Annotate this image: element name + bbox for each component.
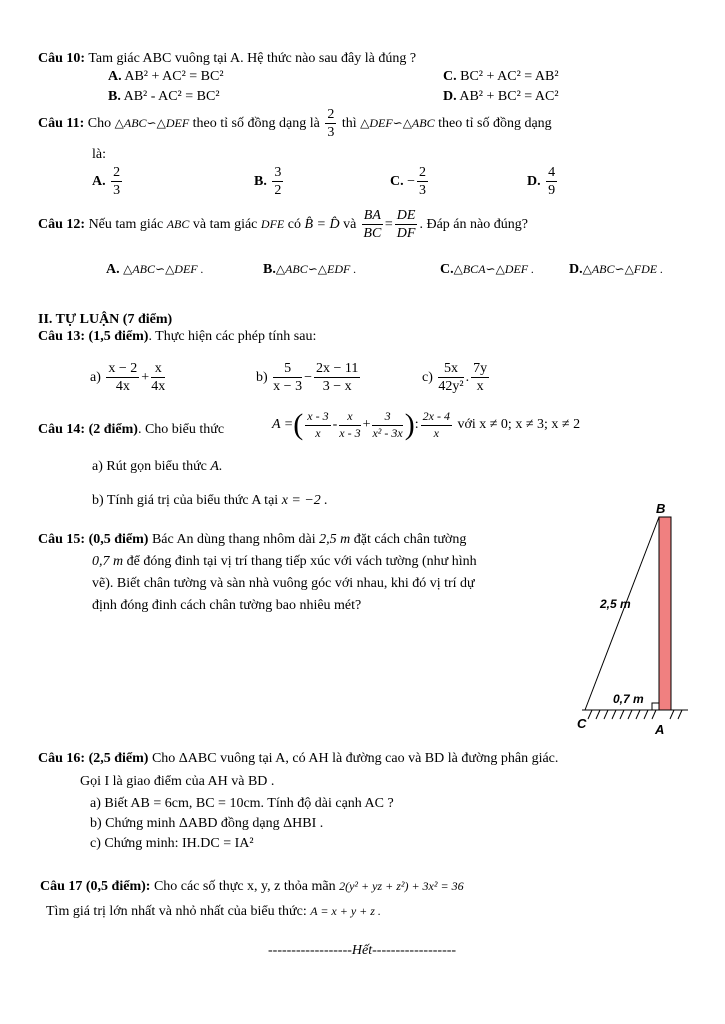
q13-a [90, 361, 167, 395]
option-key: C. [440, 262, 454, 277]
frac-num: 3 [272, 165, 283, 182]
q14-b [92, 494, 328, 508]
operator: + [362, 417, 371, 433]
frac-den: 3 − x [322, 379, 352, 395]
frac-num: 5x [438, 361, 463, 378]
option-key: A. [92, 174, 106, 190]
q13-c [422, 361, 491, 395]
q12-frac-1 [362, 208, 383, 242]
q17-text: Cho các số thực x, y, z thỏa mãn [153, 879, 336, 894]
frac-num: DE [395, 208, 418, 225]
q13-text: . Thực hiện các phép tính sau: [148, 329, 317, 344]
frac-den: 9 [548, 183, 556, 199]
q15-label: Câu 15: [38, 532, 86, 547]
q12-and: và tam giác [192, 217, 258, 233]
label-a: A [655, 722, 665, 737]
q15-line4: định đóng đinh cách chân tường bao nhiêu mét? [92, 598, 362, 613]
q10-label: Câu 10: [38, 51, 86, 66]
q10-option-d [443, 90, 559, 104]
item-key: c) [422, 370, 433, 386]
option-key: B. [254, 174, 267, 190]
frac-den: DF [396, 226, 416, 242]
frac [421, 410, 452, 439]
q12-angle-eq: B̂ = D̂ [304, 217, 340, 233]
q16-c: c) Chứng minh: IH.DC = IA² [90, 836, 254, 851]
operator: - [332, 417, 338, 433]
q11-line [38, 107, 552, 141]
q15-text: đặt cách chân tường [353, 532, 467, 547]
q16-points: (2,5 điểm) [88, 751, 149, 766]
right-angle-mark [652, 703, 659, 710]
wall [659, 517, 671, 710]
frac-num: 2 [111, 165, 122, 182]
q14-label: Câu 14: [38, 422, 86, 437]
frac-den: 3 [113, 183, 121, 199]
option-frac [417, 165, 428, 199]
q14-b-val: x = −2 . [281, 493, 328, 508]
frac-num: x [151, 361, 165, 378]
q11-label: Câu 11: [38, 116, 85, 132]
q11-similarity-1: △ABC∽△DEF [114, 116, 190, 131]
q12-triangle-1: ABC [166, 217, 190, 232]
q12-triangle-2: DFE [260, 217, 285, 232]
option-text: AB² + BC² = AC² [459, 89, 559, 104]
q11-option-d [527, 165, 559, 199]
q16-b: b) Chứng minh ΔABD đồng dạng ΔHBI . [90, 816, 324, 831]
option-text: △BCA∽△DEF . [453, 262, 535, 276]
end-marker [268, 944, 456, 958]
q10-option-b [108, 90, 220, 104]
frac-num: 2 [417, 165, 428, 182]
option-key: D. [527, 174, 541, 190]
q11-option-c [390, 165, 430, 199]
q11-pre: Cho [87, 116, 112, 132]
q17-text: Tìm giá trị lớn nhất và nhỏ nhất của biểu thức: [46, 904, 307, 919]
frac [305, 410, 330, 439]
option-text: △ABC∽△FDE . [582, 262, 664, 276]
option-frac [111, 165, 122, 199]
frac [151, 361, 165, 395]
option-text: △ABC∽△DEF . [123, 262, 204, 276]
section-heading: II. TỰ LUẬN (7 điểm) [38, 312, 173, 327]
frac-den: 4x [115, 379, 130, 395]
frac [339, 410, 360, 439]
q10-option-a [108, 70, 224, 84]
frac-num: x - 3 [305, 410, 330, 425]
ratio-num: 2 [325, 107, 336, 124]
q11-similarity-2: △DEF∽△ABC [360, 116, 435, 131]
q17-line1 [40, 880, 464, 894]
option-key: D. [443, 89, 457, 104]
frac-den: x [315, 425, 321, 440]
frac [273, 361, 302, 395]
q14-expression [272, 410, 580, 440]
label-c: C [577, 716, 587, 731]
q11-then: thì [341, 116, 357, 132]
frac-den: x² - 3x [372, 425, 403, 440]
item-key: a) [90, 370, 101, 386]
q12-label: Câu 12: [38, 217, 86, 233]
q15-line3: vẽ). Biết chân tường và sàn nhà vuông góc với nhau, khi đó vị trí dự [92, 576, 475, 591]
ratio-den: 3 [327, 125, 335, 141]
cond-pre: với [457, 417, 476, 433]
frac-den: 42y² [438, 379, 464, 395]
q12-option-b [263, 263, 356, 277]
q13-line [38, 330, 316, 344]
frac-num: x [339, 410, 360, 425]
q11-option-b [254, 165, 285, 199]
q17-equation: 2(y² + yz + z²) + 3x² = 36 [339, 879, 464, 893]
q15-line1 [38, 533, 466, 547]
frac [314, 361, 360, 395]
q14-text: . Cho biểu thức [137, 422, 225, 437]
frac-num: BA [362, 208, 383, 225]
q14-a-var: A. [210, 459, 223, 474]
operator: : [414, 417, 419, 433]
q11-ratio [325, 107, 336, 141]
q17-label: Câu 17 (0,5 điểm): [40, 879, 151, 894]
frac-den: x − 3 [273, 379, 303, 395]
q12-option-a [106, 263, 204, 277]
frac-den: 3 [419, 183, 427, 199]
q16-label: Câu 16: [38, 751, 86, 766]
q10-option-c [443, 70, 559, 84]
frac-num: 2x − 11 [314, 361, 360, 378]
q10-line [38, 52, 416, 66]
q14-b-text: b) Tính giá trị của biểu thức A tại [92, 493, 279, 508]
q17-line2 [46, 905, 381, 919]
q15-line2 [92, 555, 477, 569]
q16-line2: Gọi I là giao điểm của AH và BD . [80, 774, 275, 789]
ground-hatching [588, 710, 682, 719]
option-frac [546, 165, 557, 199]
operator: + [141, 370, 150, 386]
q11-mid: theo tỉ số đồng dạng là [192, 116, 320, 132]
option-key: B. [263, 262, 276, 277]
option-text: BC² + AC² = AB² [460, 69, 559, 84]
q11-cont: là: [92, 147, 106, 162]
operator: − [304, 370, 312, 386]
q16-line1 [38, 752, 558, 766]
ladder-figure [570, 495, 700, 740]
frac-num: x − 2 [106, 361, 139, 378]
frac-num: 4 [546, 165, 557, 182]
condition: x ≠ 0; x ≠ 3; x ≠ 2 [479, 417, 581, 433]
frac-den: x [433, 425, 439, 440]
frac [438, 361, 463, 395]
q12-option-c [440, 263, 534, 277]
section-title [38, 313, 172, 327]
end-text: ------------------Hết------------------ [268, 943, 457, 958]
q15-length: 2,5 m [319, 532, 351, 547]
option-frac [272, 165, 283, 199]
option-sign: − [407, 174, 416, 190]
option-text: AB² - AC² = BC² [123, 89, 220, 104]
q16-text: Cho ΔABC vuông tại A, có AH là đường cao và BD là đường phân giác. [151, 751, 559, 766]
label-b: B [656, 501, 666, 516]
frac-den: 4x [151, 379, 166, 395]
q12-va: và [343, 217, 357, 233]
q12-option-d [569, 263, 663, 277]
label-base: 0,7 m [613, 692, 644, 706]
q11-post: theo tỉ số đồng dạng [438, 116, 552, 132]
operator: . [465, 370, 470, 386]
q10-text: Tam giác ABC vuông tại A. Hệ thức nào sau đây là đúng ? [88, 51, 417, 66]
frac-den: BC [363, 226, 382, 242]
q12-co: có [287, 217, 301, 233]
q17-expression: A = x + y + z . [310, 904, 381, 918]
option-key: B. [108, 89, 121, 104]
frac [372, 410, 402, 439]
option-text: △ABC∽△EDF . [275, 262, 357, 276]
option-key: C. [390, 174, 404, 190]
q13-label: Câu 13: (1,5 điểm) [38, 329, 149, 344]
q16-a: a) Biết AB = 6cm, BC = 10cm. Tính độ dài cạnh AC ? [90, 796, 394, 811]
q15-dist: 0,7 m [92, 554, 124, 569]
frac-num: 2x - 4 [421, 410, 452, 425]
q12-frac-2 [395, 208, 418, 242]
frac-num: 3 [372, 410, 402, 425]
expr-name: A = [272, 417, 294, 433]
frac [106, 361, 139, 395]
q12-post: . Đáp án nào đúng? [419, 217, 528, 233]
frac-num: 5 [273, 361, 302, 378]
frac-den: 2 [274, 183, 282, 199]
ladder [585, 517, 659, 710]
option-key: A. [108, 69, 122, 84]
option-text: AB² + AC² = BC² [124, 69, 224, 84]
q12-line: Câu 12: Nếu tam giác ABC và tam giác DFE có B̂ = D̂ và $\frac{BA}{BC}$ = $\frac{DE}{DF}$ . Đáp án nào đúng? [38, 208, 528, 242]
frac-den: x [476, 379, 484, 395]
q12-pre: Nếu tam giác [88, 217, 164, 233]
option-key: D. [569, 262, 583, 277]
q13-b [256, 361, 362, 395]
frac-num: 7y [471, 361, 489, 378]
q15-text: để đóng đinh tại vị trí thang tiếp xúc với vách tường (như hình [126, 554, 477, 569]
q11-option-a [92, 165, 124, 199]
q15-text: Bác An dùng thang nhôm dài [151, 532, 316, 547]
q15-points: (0,5 điểm) [88, 532, 149, 547]
paren-close: ) [404, 408, 415, 441]
q14-line [38, 423, 224, 437]
label-ladder: 2,5 m [600, 597, 631, 611]
option-key: A. [106, 262, 120, 277]
q14-a-text: a) Rút gọn biểu thức [92, 459, 207, 474]
frac [471, 361, 489, 395]
item-key: b) [256, 370, 268, 386]
paren-open: ( [293, 408, 304, 441]
q14-points: (2 điểm) [88, 422, 138, 437]
q14-a [92, 460, 222, 474]
frac-den: x - 3 [339, 425, 361, 440]
option-key: C. [443, 69, 457, 84]
